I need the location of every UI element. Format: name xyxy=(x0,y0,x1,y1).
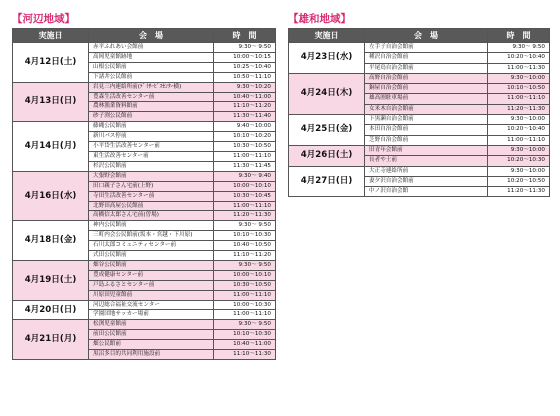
venue-header: 会 場 xyxy=(365,29,488,43)
table-row xyxy=(289,115,550,125)
venue-cell: 種沢自治会館前 xyxy=(365,53,488,63)
venue-cell: 大張野会館前 xyxy=(89,171,214,181)
table-row xyxy=(13,43,276,53)
date-cell: 4月24日(木) xyxy=(289,73,365,114)
venue-cell: 本田自治会館前 xyxy=(365,125,488,135)
time-cell: 10:20～10:30 xyxy=(488,156,550,166)
table-row xyxy=(13,122,276,132)
time-cell: 11:10～11:20 xyxy=(214,102,276,112)
time-cell: 9:30～ 9:50 xyxy=(214,43,276,53)
venue-cell: 高岡児童館跡地 xyxy=(89,52,214,62)
date-cell: 4月18日(金) xyxy=(13,221,89,261)
venue-cell: 左手子自治会館前 xyxy=(365,43,488,53)
venue-cell: 妻夕沢自治会館前 xyxy=(365,176,488,186)
venue-cell: 戸島ふるさとセンター前 xyxy=(89,280,214,290)
venue-cell: 北野田高屋公民館前 xyxy=(89,201,214,211)
venue-cell: 松渕児童館前 xyxy=(89,320,214,330)
venue-cell: 東生活改善センター前 xyxy=(89,151,214,161)
date-cell: 4月26日(土) xyxy=(289,145,365,166)
time-header: 時 間 xyxy=(488,29,550,43)
date-cell: 4月27日(日) xyxy=(289,166,365,197)
time-cell: 9:40～10:00 xyxy=(214,122,276,132)
time-cell: 10:40～10:50 xyxy=(214,241,276,251)
time-cell: 9:30～10:00 xyxy=(488,115,550,125)
venue-cell: 畑公民館前 xyxy=(89,340,214,350)
table-row xyxy=(289,145,550,155)
venue-cell: 赤平ふれあい会館前 xyxy=(89,43,214,53)
date-cell: 4月12日(土) xyxy=(13,43,89,83)
venue-cell: 藤縄公民館前 xyxy=(89,122,214,132)
time-cell: 11:00～11:10 xyxy=(214,201,276,211)
time-cell: 9:30～ 9:50 xyxy=(214,320,276,330)
time-cell: 10:30～10:45 xyxy=(214,191,276,201)
time-cell: 11:00～11:10 xyxy=(214,290,276,300)
venue-cell: 学園団地サッカー場前 xyxy=(89,310,214,320)
date-cell: 4月25日(金) xyxy=(289,115,365,146)
venue-cell: 長者や土前 xyxy=(365,156,488,166)
time-cell: 10:00～10:15 xyxy=(214,52,276,62)
venue-cell: 三町内会公民館前(坂本・宮越・下川原) xyxy=(89,231,214,241)
time-cell: 11:00～11:10 xyxy=(214,151,276,161)
date-cell: 4月23日(水) xyxy=(289,43,365,74)
venue-cell: 雄高圏駐車場前 xyxy=(365,94,488,104)
table-row xyxy=(289,43,550,53)
venue-cell: 田口親子さん宅前(上野) xyxy=(89,181,214,191)
venue-header: 会 場 xyxy=(89,29,214,43)
header-row xyxy=(289,29,550,43)
date-header: 実施日 xyxy=(13,29,89,43)
time-cell: 9:30～ 9:50 xyxy=(214,260,276,270)
schedule-table xyxy=(288,28,550,197)
time-cell: 11:00～11:30 xyxy=(488,63,550,73)
time-cell: 10:20～10:40 xyxy=(488,53,550,63)
venue-cell: 銅屋自治会館前 xyxy=(365,84,488,94)
venue-cell: 砂子渕公民館前 xyxy=(89,112,214,122)
time-cell: 10:50～11:10 xyxy=(214,72,276,82)
time-cell: 10:40～11:00 xyxy=(214,340,276,350)
time-cell: 11:30～11:40 xyxy=(214,112,276,122)
date-cell: 4月19日(土) xyxy=(13,260,89,300)
date-header: 実施日 xyxy=(289,29,365,43)
region-right xyxy=(288,12,550,197)
table-row xyxy=(13,221,276,231)
time-cell: 9:30～ 9:40 xyxy=(214,171,276,181)
venue-cell: 農林漁業資料館前 xyxy=(89,102,214,112)
venue-cell: 下黒瀬自治会館前 xyxy=(365,115,488,125)
schedule-table xyxy=(12,28,276,360)
venue-cell: 豊森生活改善センター前 xyxy=(89,92,214,102)
table-row xyxy=(13,82,276,92)
venue-cell: 下諸井公民館前 xyxy=(89,72,214,82)
table-row xyxy=(289,166,550,176)
time-cell: 11:00～11:10 xyxy=(488,135,550,145)
venue-cell: 豊成健康センター前 xyxy=(89,270,214,280)
time-cell: 10:40～11:00 xyxy=(214,92,276,102)
venue-cell: 大正寺連絡所前 xyxy=(365,166,488,176)
time-cell: 10:00～10:30 xyxy=(214,300,276,310)
venue-cell: 寺田生活改善センター前 xyxy=(89,191,214,201)
time-header: 時 間 xyxy=(214,29,276,43)
time-cell: 11:00～11:10 xyxy=(488,94,550,104)
region-title: 【雄和地域】 xyxy=(288,13,351,25)
time-cell: 9:30～10:00 xyxy=(488,73,550,83)
time-cell: 9:30～ 9:50 xyxy=(488,43,550,53)
table-row xyxy=(13,320,276,330)
time-cell: 10:20～10:40 xyxy=(488,125,550,135)
time-cell: 9:30～10:00 xyxy=(488,166,550,176)
venue-cell: 石川太郎コミュニティセンター前 xyxy=(89,241,214,251)
table-row xyxy=(13,171,276,181)
time-cell: 9:30～ 9:50 xyxy=(214,221,276,231)
time-cell: 11:00～11:10 xyxy=(214,310,276,320)
header-row xyxy=(13,29,276,43)
venue-cell: 小平岱生活改善センター前 xyxy=(89,142,214,152)
time-cell: 11:10～11:20 xyxy=(214,251,276,261)
time-cell: 10:10～10:30 xyxy=(214,330,276,340)
time-cell: 10:20～10:50 xyxy=(488,176,550,186)
time-cell: 10:25～10:40 xyxy=(214,62,276,72)
venue-cell: 芝野自治会館前 xyxy=(365,135,488,145)
venue-cell: 式田公民館前 xyxy=(89,251,214,261)
date-cell: 4月16日(水) xyxy=(13,171,89,221)
table-row xyxy=(13,260,276,270)
time-cell: 10:30～10:50 xyxy=(214,142,276,152)
venue-cell: 山根公民館前 xyxy=(89,62,214,72)
region-title: 【河辺地域】 xyxy=(12,13,75,25)
time-cell: 10:10～10:50 xyxy=(488,84,550,94)
venue-cell: 前田公民館前 xyxy=(89,330,214,340)
venue-cell: 新川バス停前 xyxy=(89,132,214,142)
date-cell: 4月20日(日) xyxy=(13,300,89,320)
time-cell: 11:20～11:30 xyxy=(488,187,550,197)
time-cell: 10:30～10:50 xyxy=(214,280,276,290)
venue-cell: 杉沢公民館前 xyxy=(89,161,214,171)
date-cell: 4月21日(月) xyxy=(13,320,89,360)
date-cell: 4月14日(月) xyxy=(13,122,89,172)
venue-cell: 岩見三内連絡所前(ﾃﾞｲｻｰﾋﾞｽｾﾝﾀｰ横) xyxy=(89,82,214,92)
table-row xyxy=(13,300,276,310)
venue-cell: 高野自治会館前 xyxy=(365,73,488,83)
time-cell: 10:00～10:10 xyxy=(214,181,276,191)
venue-cell: 神内公民館前 xyxy=(89,221,214,231)
time-cell: 11:20～11:30 xyxy=(488,104,550,114)
time-cell: 10:10～10:20 xyxy=(214,132,276,142)
time-cell: 9:30～10:20 xyxy=(214,82,276,92)
time-cell: 11:20～11:30 xyxy=(214,211,276,221)
venue-cell: 中ノ沢自治会館 xyxy=(365,187,488,197)
date-cell: 4月13日(日) xyxy=(13,82,89,122)
venue-cell: 川原田児童館前 xyxy=(89,290,214,300)
venue-cell: 高橋信太郎さん宅前(曽場) xyxy=(89,211,214,221)
venue-cell: 旧青年会館前 xyxy=(365,145,488,155)
table-row xyxy=(289,73,550,83)
venue-cell: 平尾鳥自治会館前 xyxy=(365,63,488,73)
time-cell: 11:10～11:30 xyxy=(214,350,276,360)
time-cell: 10:00～10:10 xyxy=(214,270,276,280)
region-left xyxy=(12,12,276,360)
venue-cell: 畑谷公民館前 xyxy=(89,260,214,270)
time-cell: 10:10～10:30 xyxy=(214,231,276,241)
time-cell: 11:30～11:45 xyxy=(214,161,276,171)
time-cell: 9:30～10:00 xyxy=(488,145,550,155)
venue-cell: 黒沼多目的共同利用施設前 xyxy=(89,350,214,360)
venue-cell: 女米木自治会館前 xyxy=(365,104,488,114)
venue-cell: 河辺総合福祉交流センター xyxy=(89,300,214,310)
